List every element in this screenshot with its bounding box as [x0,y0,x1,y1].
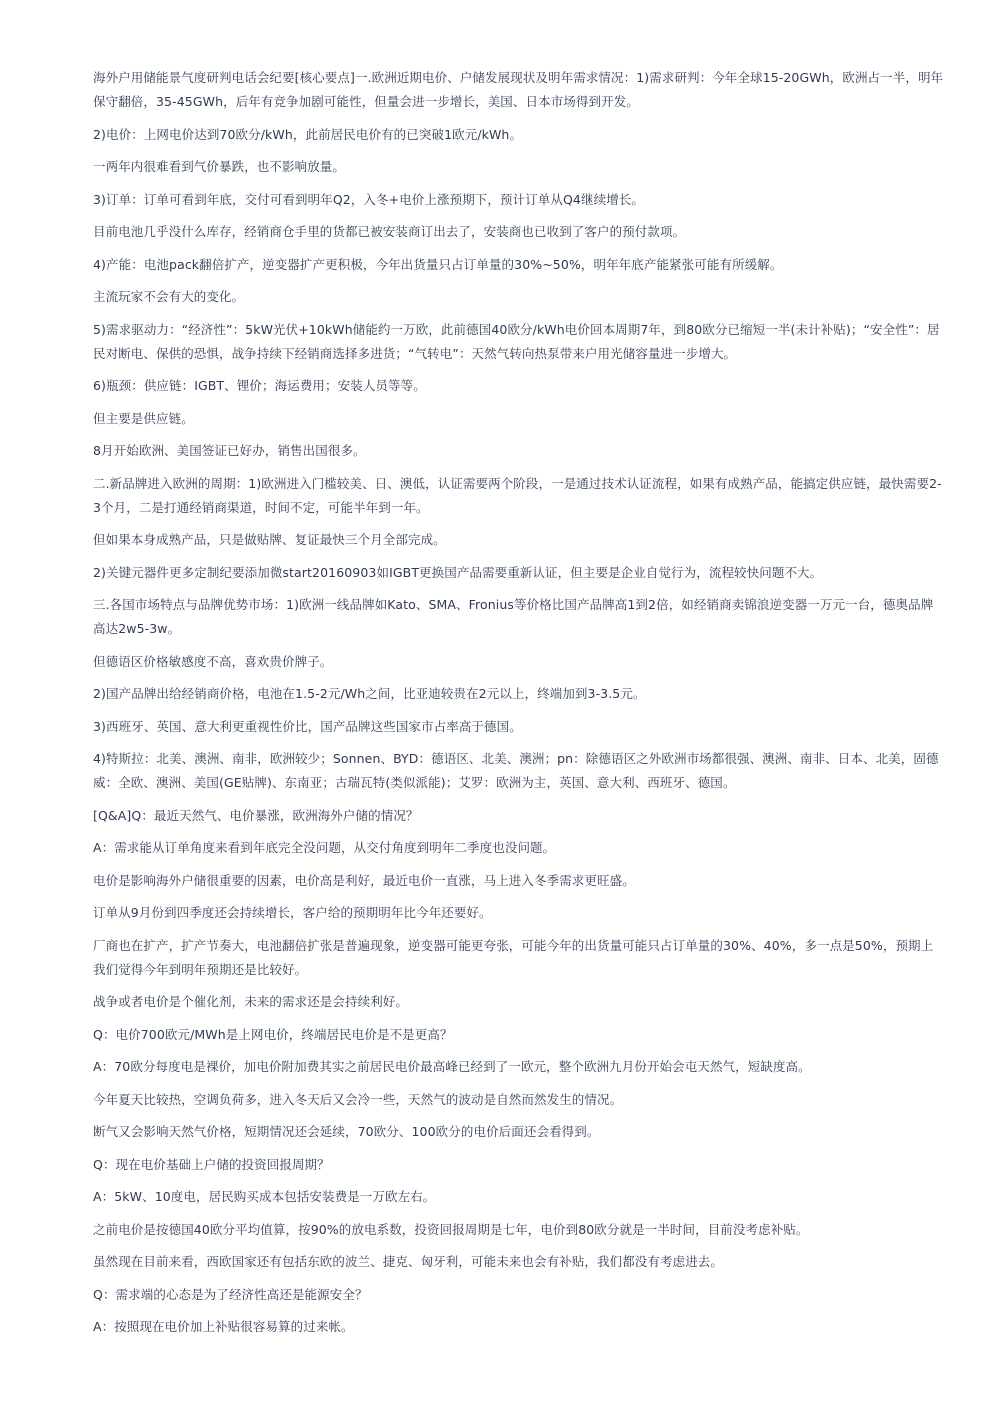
paragraph: A：5kW、10度电，居民购买成本包括安装费是一万欧左右。 [93,1189,436,1204]
paragraph: 3)西班牙、英国、意大利更重视性价比，国产品牌这些国家市占率高于德国。 [93,718,522,734]
paragraph: 主流玩家不会有大的变化。 [93,289,245,304]
paragraph: 断气又会影响天然气价格，短期情况还会延续，70欧分、100欧分的电价后面还会看得到。 [93,1124,600,1139]
paragraph: 4)特斯拉：北美、澳洲、南非，欧洲较少；Sonnen、BYD：德语区、北美、澳洲；pn：除德语区之外欧洲市场都很强、澳洲、南非、日本、北美，固德威：全欧、澳洲、美国(GE贴牌)、东南亚；古瑞瓦特(类似派能)；艾罗：欧洲为主，英国、意大利、西班牙、德国。 [93,751,939,790]
paragraph: Q：现在电价基础上户储的投资回报周期？ [93,1156,330,1172]
paragraph: 一两年内很难看到气价暴跌，也不影响放量。 [93,159,346,174]
paragraph: 电价是影响海外户储很重要的因素，电价高是利好，最近电价一直涨，马上进入冬季需求更旺盛。 [93,872,635,888]
paragraph: 8月开始欧洲、美国签证已好办，销售出国很多。 [93,443,366,458]
paragraph: 之前电价是按德国40欧分平均值算，按90%的放电系数，投资回报周期是七年，电价到80欧分就是一半时间，目前没考虑补贴。 [93,1221,809,1237]
paragraph: Q：需求端的心态是为了经济性高还是能源安全？ [93,1286,368,1302]
paragraph: A：按照现在电价加上补贴很容易算的过来帐。 [93,1319,354,1334]
paragraph: Q：电价700欧元/MWh是上网电价，终端居民电价是不是更高？ [93,1026,453,1042]
paragraph: 虽然现在目前来看，西欧国家还有包括东欧的波兰、捷克、匈牙利，可能未来也会有补贴，我们都没有考虑进去。 [93,1254,724,1269]
paragraph: A：需求能从订单角度来看到年底完全没问题，从交付角度到明年二季度也没问题。 [93,840,556,855]
paragraph: 三.各国市场特点与品牌优势市场：1)欧洲一线品牌如Kato、SMA、Fronius等价格比国产品牌高1到2倍，如经销商卖锦浪逆变器一万元一台，德奥品牌高达2w5-3w。 [93,597,934,636]
paragraph: 2)电价：上网电价达到70欧分/kWh，此前居民电价有的已突破1欧元/kWh。 [93,126,523,142]
paragraph: 6)瓶颈：供应链：IGBT、锂价；海运费用；安装人员等等。 [93,378,426,393]
paragraph: 厂商也在扩产，扩产节奏大，电池翻倍扩张是普遍现象，逆变器可能更夸张，可能今年的出货量可能只占订单量的30%、40%，多一点是50%，预期上我们觉得今年到明年预期还是比较好。 [93,937,934,977]
paragraph: 但主要是供应链。 [93,410,194,426]
document-body [93,66,945,1348]
paragraph: 4)产能：电池pack翻倍扩产，逆变器扩产更积极，今年出货量只占订单量的30%~50%，明年年底产能紧张可能有所缓解。 [93,256,783,272]
paragraph: 战争或者电价是个催化剂，未来的需求还是会持续利好。 [93,994,409,1009]
paragraph: 5)需求驱动力：“经济性”：5kW光伏+10kWh储能约一万欧，此前德国40欧分/kWh电价回本周期7年，到80欧分已缩短一半(未计补贴)；“安全性”：居民对断电、保供的恐惧，战争持续下经销商选择多进货；“气转电”：天然气转向热泵带来户用光储容量进一步增大。 [93,321,940,361]
paragraph: 但德语区价格敏感度不高，喜欢贵价牌子。 [93,653,333,669]
paragraph: 订单从9月份到四季度还会持续增长，客户给的预期明年比今年还要好。 [93,905,492,920]
paragraph: 目前电池几乎没什么库存，经销商仓手里的货都已被安装商订出去了，安装商也已收到了客户的预付款项。 [93,224,686,239]
paragraph: 但如果本身成熟产品，只是做贴牌、复证最快三个月全部完成。 [93,532,446,547]
paragraph: [Q&A]Q：最近天然气、电价暴涨，欧洲海外户储的情况？ [93,807,419,823]
paragraph: 3)订单：订单可看到年底，交付可看到明年Q2，入冬+电价上涨预期下，预计订单从Q4继续增长。 [93,191,644,207]
paragraph: 海外户用储能景气度研判电话会纪要[核心要点]一.欧洲近期电价、户储发展现状及明年需求情况：1)需求研判：今年全球15-20GWh，欧洲占一半，明年保守翻倍，35-45GWh，后年有竞争加剧可能性，但量会进一步增长，美国、日本市场得到开发。 [93,70,944,109]
paragraph: 2)国产品牌出给经销商价格，电池在1.5-2元/Wh之间，比亚迪较贵在2元以上，终端加到3-3.5元。 [93,686,646,701]
paragraph: 二.新品牌进入欧洲的周期：1)欧洲进入门槛较美、日、澳低，认证需要两个阶段，一是通过技术认证流程，如果有成熟产品，能搞定供应链，最快需要2-3个月，二是打通经销商渠道，时间不定，可能半年到一年。 [93,475,942,515]
paragraph: A：70欧分每度电是裸价，加电价附加费其实之前居民电价最高峰已经到了一欧元，整个欧洲九月份开始会屯天然气，短缺度高。 [93,1059,811,1074]
paragraph: 2)关键元器件更多定制纪要添加微start20160903如IGBT更换国产品需要重新认证，但主要是企业自觉行为，流程较快问题不大。 [93,564,823,580]
paragraph: 今年夏天比较热，空调负荷多，进入冬天后又会冷一些，天然气的波动是自然而然发生的情况。 [93,1091,623,1107]
